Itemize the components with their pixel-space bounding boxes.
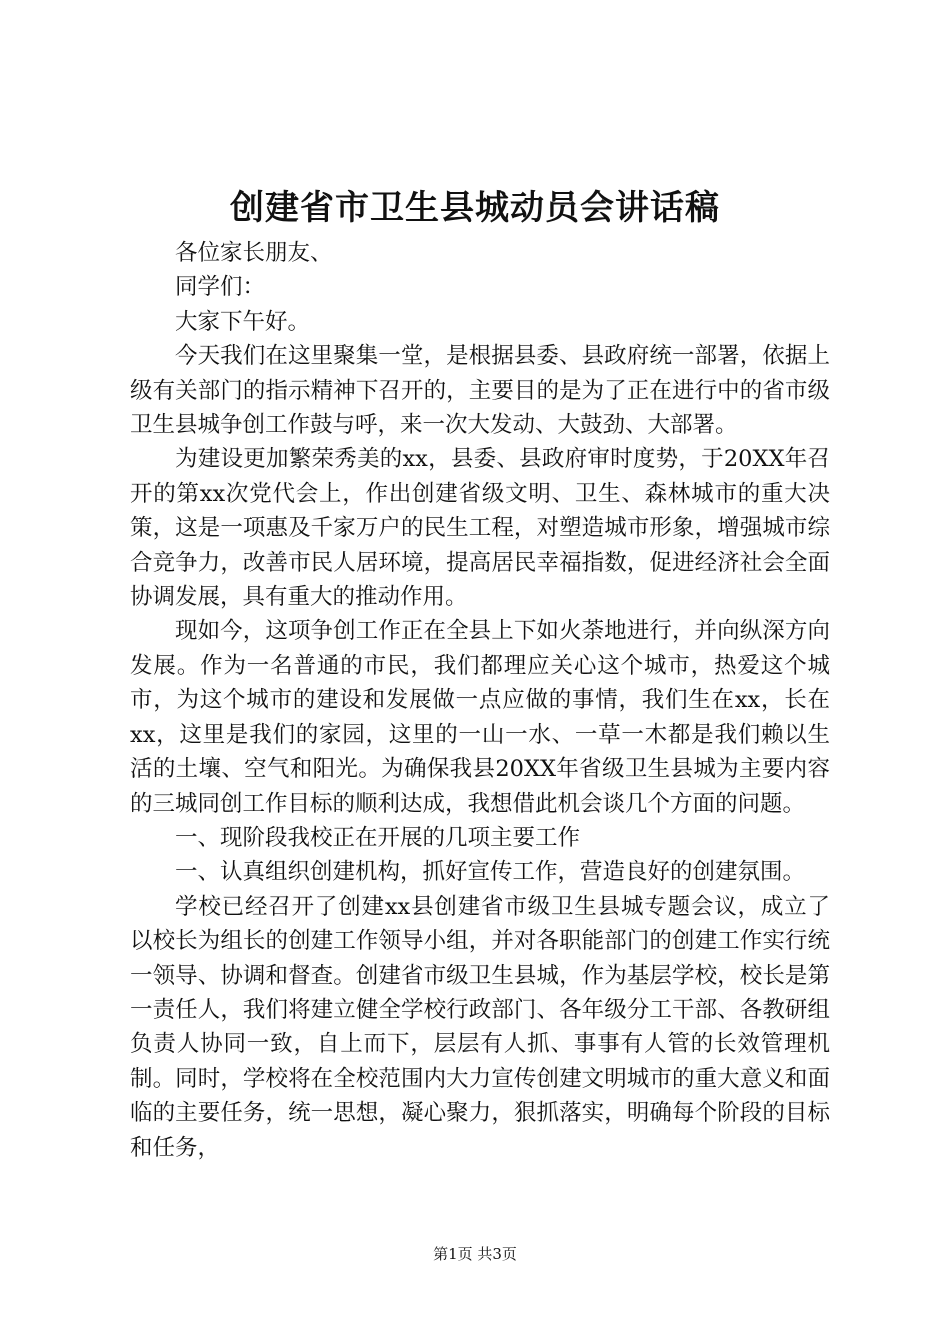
document-body [130,236,830,1165]
body-paragraph: 为建设更加繁荣秀美的xx，县委、县政府审时度势，于20XX年召开的第xx次党代会上，作出创建省级文明、卫生、森林城市的重大决策，这是一项惠及千家万户的民生工程，对塑造城市形象，增强城市综合竞争力，改善市民人居环境，提高居民幸福指数，促进经济社会全面协调发展，具有重大的推动作用。 [130,446,830,611]
greeting-line: 大家下午好。 [175,308,311,335]
body-paragraph: 现如今，这项争创工作正在全县上下如火荼地进行，并向纵深方向发展。作为一名普通的市民，我们都理应关心这个城市，热爱这个城市，为这个城市的建设和发展做一点应做的事情，我们生在xx，长在xx，这里是我们的家园，这里的一山一水、一草一木都是我们赖以生活的土壤、空气和阳光。为确保我县20XX年省级卫生县城为主要内容的三城同创工作目标的顺利达成，我想借此机会谈几个方面的问题。 [130,618,830,817]
page-footer: 第1页 共3页 [433,1245,517,1263]
document-title: 创建省市卫生县城动员会讲话稿 [230,188,720,228]
salutation-line-1: 各位家长朋友、 [175,240,333,266]
section-heading: 一、现阶段我校正在开展的几项主要工作 [175,824,581,851]
body-paragraph: 学校已经召开了创建xx县创建省市级卫生县城专题会议，成立了以校长为组长的创建工作领导小组，并对各职能部门的创建工作实行统一领导、协调和督查。创建省市级卫生县城，作为基层学校，校长是第一责任人，我们将建立健全学校行政部门、各年级分工干部、各教研组负责人协同一致，自上而下，层层有人抓、事事有人管的长效管理机制。同时，学校将在全校范围内大力宣传创建文明城市的重大意义和面临的主要任务，统一思想，凝心聚力，狠抓落实，明确每个阶段的目标和任务， [130,893,830,1161]
salutation-line-2: 同学们： [175,274,266,301]
subsection-heading: 一、认真组织创建机构，抓好宣传工作，营造良好的创建氛围。 [175,859,806,886]
body-paragraph: 今天我们在这里聚集一堂，是根据县委、县政府统一部署，依据上级有关部门的指示精神下召开的，主要目的是为了正在进行中的省市级卫生县城争创工作鼓与呼，来一次大发动、大鼓劲、大部署。 [130,343,830,439]
